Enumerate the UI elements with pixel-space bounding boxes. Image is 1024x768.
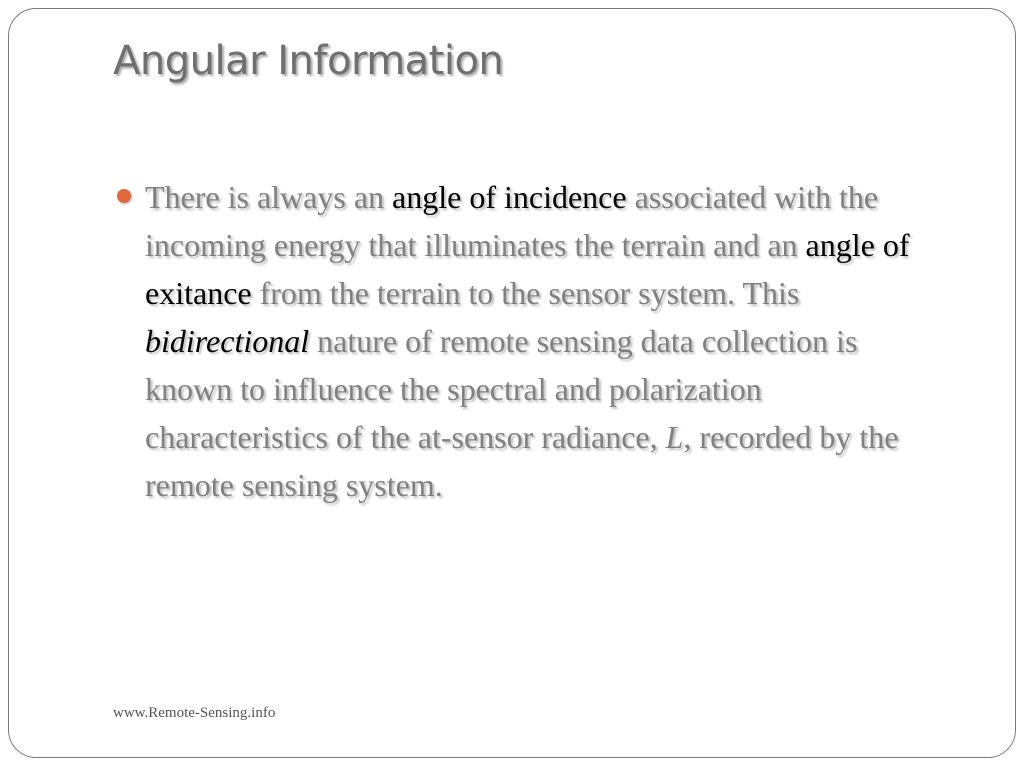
symbol-radiance-L: L <box>665 419 684 455</box>
bullet-text-3: from the terrain to the sensor system. This <box>251 275 800 311</box>
slide-frame <box>8 8 1016 758</box>
bullet-item <box>113 173 933 509</box>
bullet-text-2: associated with the incoming energy that illuminates the terrain and an <box>145 179 879 263</box>
term-bidirectional: bidirectional <box>145 323 310 359</box>
slide-title: Angular Information <box>113 38 504 84</box>
slide-body <box>113 173 933 509</box>
footer-url: www.Remote-Sensing.info <box>113 705 276 721</box>
term-angle-of-incidence: angle of incidence <box>392 179 627 215</box>
bullet-dot-icon <box>117 189 131 203</box>
term-angle-of-exitance: angle of exitance <box>145 227 910 311</box>
bullet-text-4: nature of remote sensing data collection is known to influence the spectral and polarization characteristics of the at-sensor radiance, <box>145 323 858 455</box>
bullet-text-1: There is always an <box>145 179 393 215</box>
bullet-text-5: , recorded by the remote sensing system. <box>145 419 899 503</box>
